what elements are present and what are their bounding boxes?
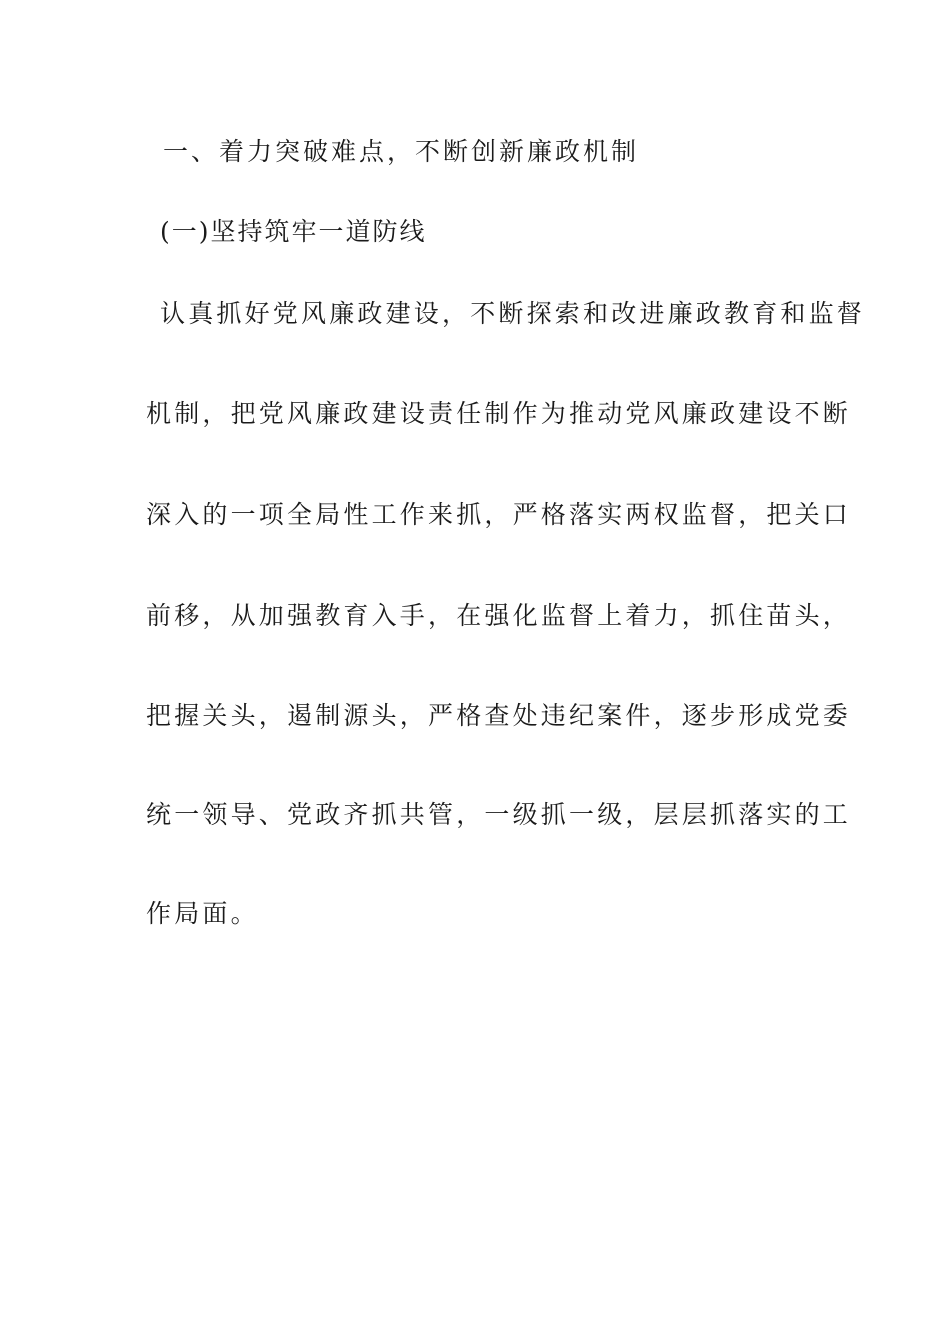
paragraph-line: 前移，从加强教育入手，在强化监督上着力，抓住苗头， <box>146 601 852 630</box>
paragraph-line: 机制，把党风廉政建设责任制作为推动党风廉政建设不断 <box>146 399 852 428</box>
paragraph-line: 作局面。 <box>146 899 259 928</box>
paragraph-line: 把握关头，遏制源头，严格查处违纪案件，逐步形成党委 <box>146 701 852 730</box>
paragraph-line: 统一领导、党政齐抓共管，一级抓一级，层层抓落实的工 <box>146 800 852 829</box>
subsection-heading: (一)坚持筑牢一道防线 <box>160 217 427 246</box>
paragraph-line: 认真抓好党风廉政建设，不断探索和改进廉政教育和监督 <box>160 299 866 328</box>
paragraph-line: 深入的一项全局性工作来抓，严格落实两权监督，把关口 <box>146 500 852 529</box>
section-heading: 一、着力突破难点，不断创新廉政机制 <box>163 137 640 166</box>
